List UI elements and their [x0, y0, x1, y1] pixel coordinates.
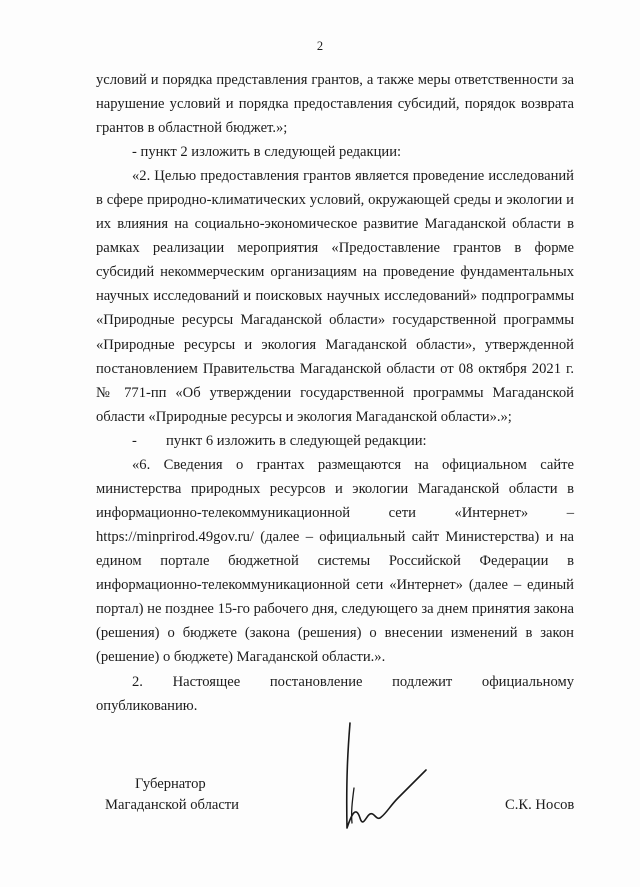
- handwritten-signature: [330, 718, 440, 838]
- signer-name: С.К. Носов: [505, 797, 575, 813]
- item-6-intro-line: [96, 429, 574, 453]
- item-6-intro: пункт 6 изложить в следующей редакции:: [166, 432, 427, 449]
- item-2-text: «2. Целью предоставления грантов является проведение исследований в сфере природно-климатических условий, окружающей среды и экологии и их влияния на социально-экономическое развитие Магаданской области в рамках реализации мероприятия «Предоставление грантов в форме субсидий некоммерческим организациям на проведение фундаментальных научных исследований и поисковых научных исследований» подпрограммы «Природные ресурсы Магаданской области» государственной программы «Природные ресурсы и экология Магаданской области», утвержденной постановлением Правительства Магаданской области от 08 октября 2021 г. № 771-пп «Об утверждении государственной программы Магаданской области «Природные ресурсы и экология Магаданской области».»;: [96, 168, 574, 425]
- document-body: [96, 68, 574, 718]
- paragraph-continuation: условий и порядка представления грантов, а также меры ответственности за нарушение условий и порядка предоставления субсидий, порядок возврата грантов в областной бюджет.»;: [96, 72, 574, 137]
- signer-region: Магаданской области: [105, 797, 239, 813]
- point-2-text: 2. Настоящее постановление подлежит официальному опубликованию.: [96, 674, 574, 715]
- list-dash: -: [132, 432, 137, 449]
- page-number: 2: [316, 39, 324, 53]
- item-2-intro: - пункт 2 изложить в следующей редакции:: [132, 144, 402, 161]
- item-6-text: «6. Сведения о грантах размещаются на официальном сайте министерства природных ресурсов и экологии Магаданской области в информационно-телекоммуникационной сети «Интернет» – https://minprirod.49gov.ru/ (далее – официальный сайт Министерства) и на едином портале бюджетной системы Российской Федерации в информационно-телекоммуникационной сети «Интернет» (далее – единый портал) не позднее 15-го рабочего дня, следующего за днем принятия закона (решения) о бюджете (закона (решения) о внесении изменений в закон (решение) о бюджете) Магаданской области.».: [96, 456, 574, 666]
- signer-position: Губернатор: [135, 776, 206, 792]
